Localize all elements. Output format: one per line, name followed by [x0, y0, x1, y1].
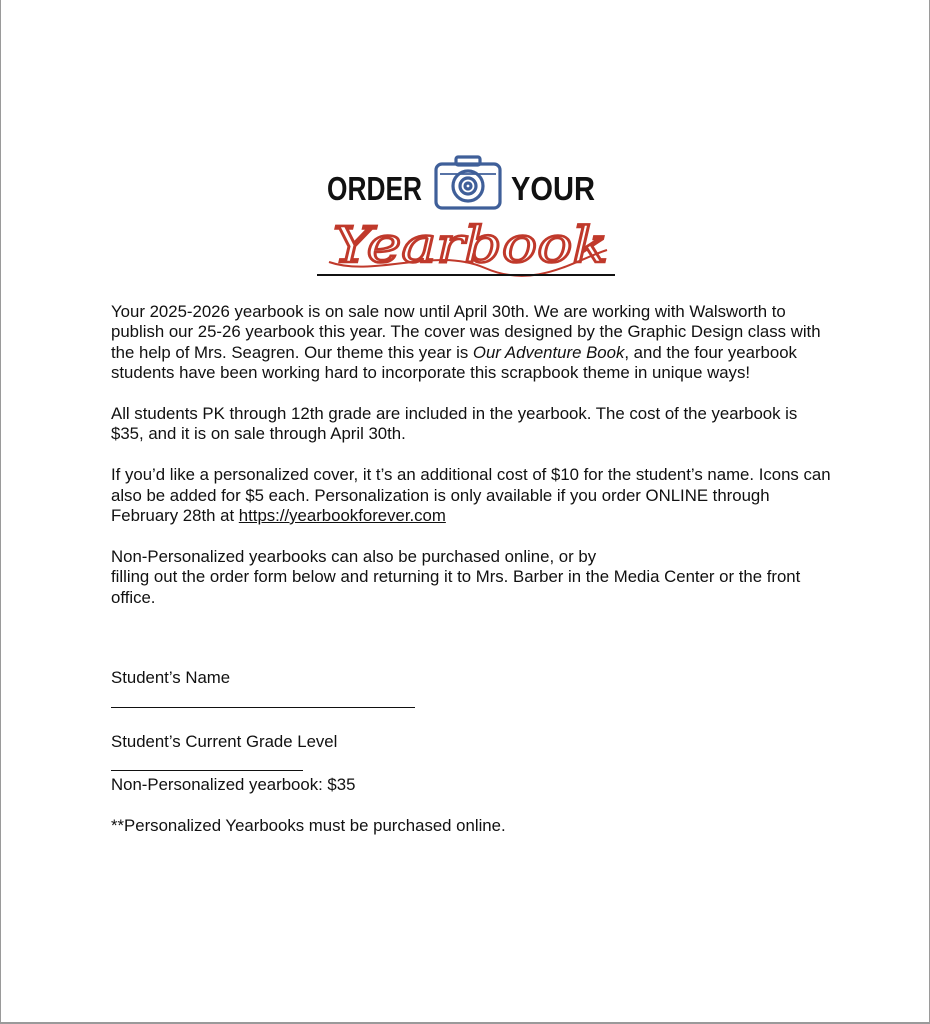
intro-paragraph: Your 2025-2026 yearbook is on sale now until April 30th. We are working with Walsworth to publish our 25-26 yearbook this year. The cover was designed by the Graphic Design class with the help of Mrs. Seagren. Our theme this year is Our Adventure Book, and the four yearbook students have been working hard to incorporate this scrapbook theme in unique ways!	[111, 302, 821, 383]
online-only-note: **Personalized Yearbooks must be purchased online.	[111, 816, 506, 836]
theme-title: Our Adventure Book	[472, 342, 625, 362]
student-name-blank[interactable]	[111, 707, 415, 708]
grade-level-blank[interactable]	[111, 770, 303, 771]
student-name-label: Student’s Name	[111, 668, 231, 688]
camera-icon	[436, 157, 500, 208]
order-form-instructions: Non-Personalized yearbooks can also be purchased online, or by filling out the order form below and returning it to Mrs. Barber in the Media Center or the front office.	[111, 546, 801, 607]
personalization-paragraph: If you’d like a personalized cover, it t’s an additional cost of $10 for the student’s name. Icons can also be added for $5 each. Personalization is only available if you order ONLINE through February 28th at https://yearbookforever.com	[111, 465, 831, 526]
yearbookforever-link[interactable]: https://yearbookforever.com	[238, 506, 446, 526]
logo-your-word: YOUR	[511, 170, 596, 207]
document-body	[111, 302, 831, 836]
price-line: Non-Personalized yearbook: $35	[111, 775, 356, 795]
logo-order-word: ORDER	[327, 170, 423, 207]
logo-underline	[317, 274, 615, 276]
cost-paragraph: All students PK through 12th grade are included in the yearbook. The cost of the yearbook is $35, and it is on sale through April 30th.	[111, 404, 798, 444]
grade-level-label: Student’s Current Grade Level	[111, 731, 338, 751]
order-your-yearbook-logo	[315, 150, 617, 280]
logo-yearbook-script: Yearbook	[333, 216, 608, 274]
